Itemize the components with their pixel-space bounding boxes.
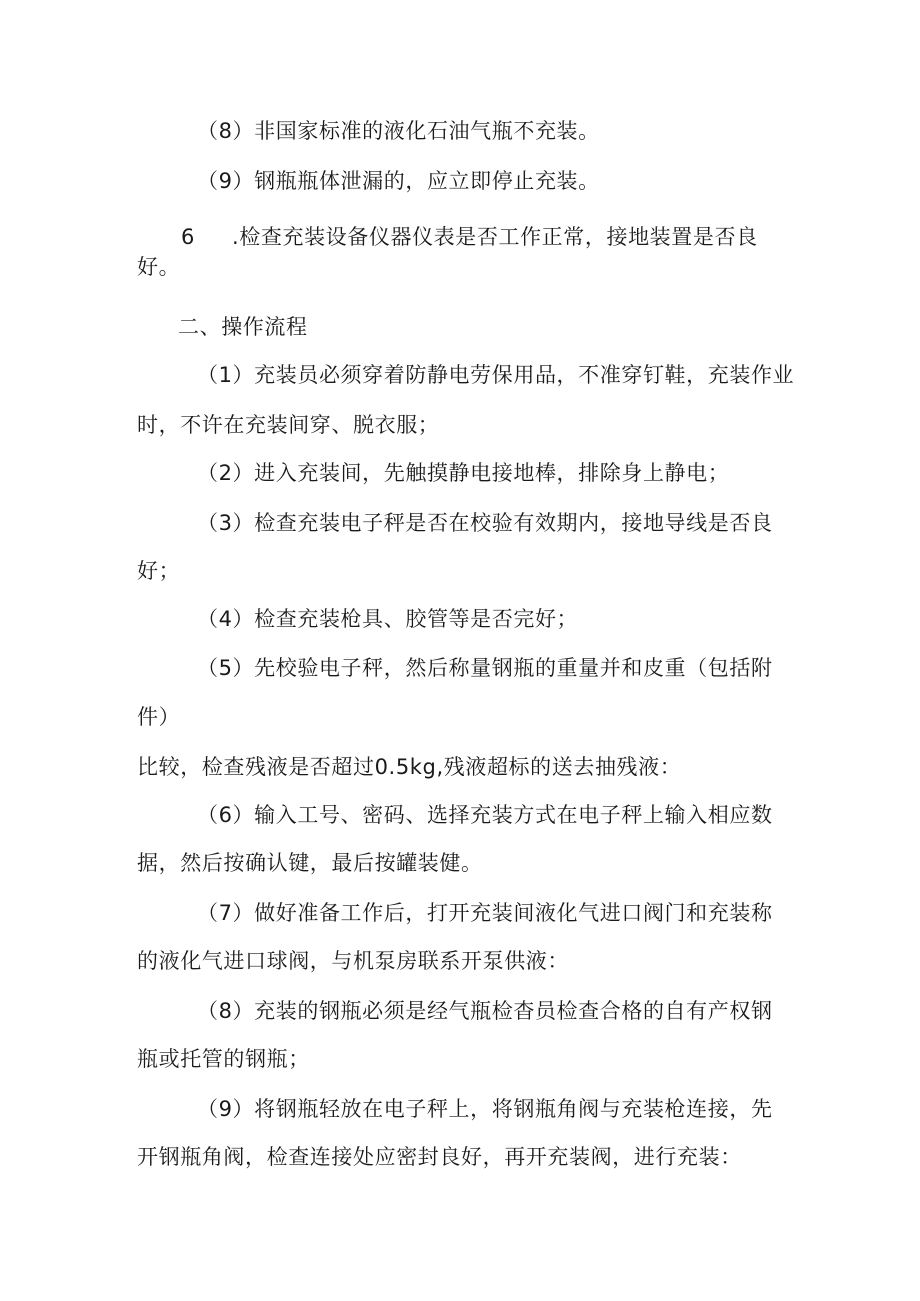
paragraph-line: （9）钢瓶瓶体泄漏的，应立即停止充装。	[197, 169, 600, 193]
paragraph-line: 据，然后按确认键，最后按罐装健。	[137, 851, 483, 875]
paragraph-line: （8）非国家标准的液化石油气瓶不充装。	[197, 119, 600, 143]
paragraph-line: 好；	[137, 559, 181, 583]
item-number: 6	[181, 225, 195, 249]
paragraph-line: （6）输入工号、密码、选择充装方式在电子秤上输入相应数	[197, 803, 773, 827]
paragraph-line: （9）将钢瓶轻放在电子秤上，将钢瓶角阀与充装枪连接，先	[197, 1097, 773, 1121]
paragraph-line: 好。	[137, 255, 181, 279]
paragraph-line: （7）做好准备工作后，打开充装间液化气进口阀门和充装称	[197, 901, 773, 925]
paragraph-line: 开钢瓶角阀，检查连接处应密封良好，再开充装阀，进行充装：	[137, 1145, 742, 1169]
paragraph-line: 时，不许在充装间穿、脱衣服；	[137, 413, 440, 437]
paragraph-line: （4）检查充装枪具、胶管等是否完好；	[197, 607, 579, 631]
section-heading: 二、操作流程	[178, 315, 308, 339]
paragraph-line: 的液化气进口球阀，与机泵房联系开泵供液：	[137, 949, 569, 973]
paragraph-line: （2）进入充装间，先触摸静电接地棒，排除身上静电；	[197, 461, 730, 485]
paragraph-line: .检查充装设备仪器仪表是否工作正常，接地装置是否良	[232, 225, 758, 249]
paragraph-line: （8）充装的钢瓶必须是经气瓶检杳员检查合格的自有产权钢	[197, 999, 773, 1023]
paragraph-line: 比较，检查残液是否超过0.5kg,残液超标的送去抽残液：	[137, 755, 682, 779]
paragraph-line: 件）	[137, 705, 181, 729]
paragraph-line: （1）充装员必须穿着防静电劳保用品，不准穿钉鞋，充装作业	[197, 363, 795, 387]
paragraph-line: （5）先校验电子秤，然后称量钢瓶的重量并和皮重（包括附	[197, 656, 773, 680]
paragraph-line: （3）检查充装电子秤是否在校验有效期内，接地导线是否良	[197, 511, 773, 535]
paragraph-line: 瓶或托管的钢瓶；	[137, 1047, 310, 1071]
